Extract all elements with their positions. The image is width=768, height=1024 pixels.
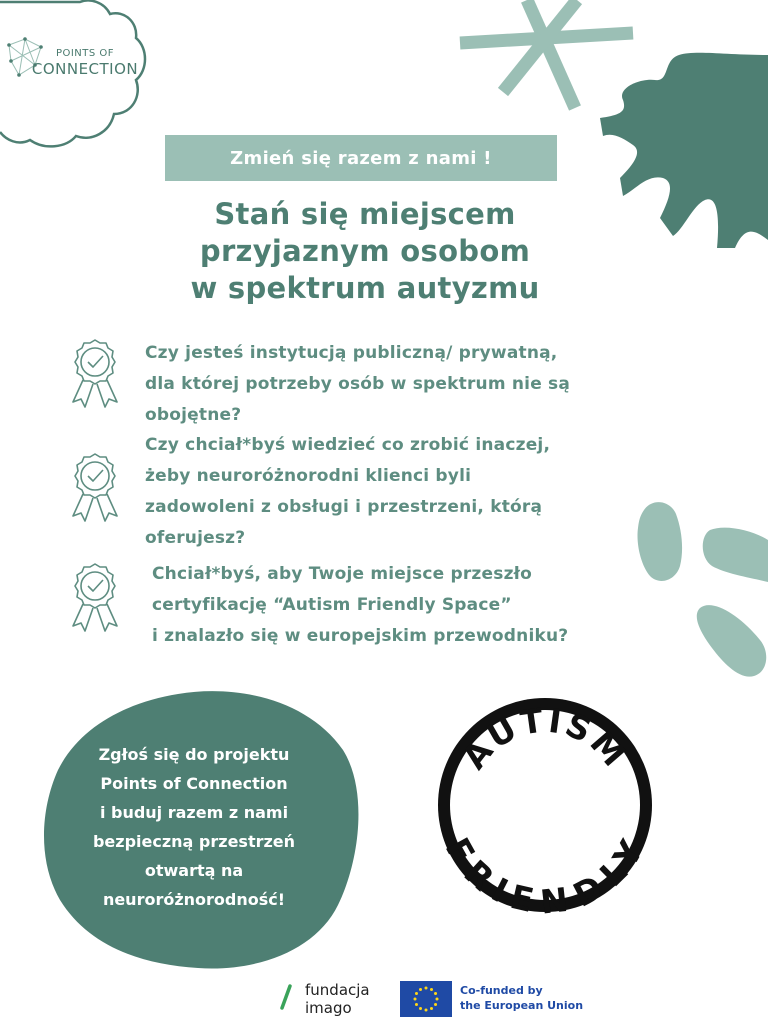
- cta-line: i buduj razem z nami: [99, 803, 289, 822]
- autism-friendly-badge: [432, 692, 658, 918]
- points-of-connection-logo: [0, 0, 150, 150]
- question-line: obojętne?: [145, 405, 242, 425]
- logo-line-2: CONNECTION: [31, 60, 139, 78]
- eu-star: [414, 998, 417, 1001]
- eu-star: [434, 992, 437, 995]
- badge-top-text: AUTISM: [454, 700, 636, 777]
- tagline-text: Zmień się razem z nami !: [230, 147, 492, 169]
- eu-star: [436, 998, 439, 1001]
- imago-slash-logo-icon: [278, 984, 294, 1010]
- logo-line-1: POINTS OF: [55, 48, 115, 59]
- eu-star: [425, 987, 428, 990]
- cta-line: otwartą na: [144, 861, 244, 880]
- eu-star: [430, 988, 433, 991]
- eu-star: [419, 988, 422, 991]
- question-line: i znalazło się w europejskim przewodniku?: [152, 626, 569, 646]
- cta-line: bezpieczną przestrzeń: [92, 832, 296, 851]
- award-ribbon-icon: [67, 338, 123, 410]
- eu-star: [415, 1003, 418, 1006]
- eu-cofunded-text: [460, 983, 583, 1013]
- tagline-banner: [165, 135, 557, 181]
- badge-bottom-text: FRIENDLY: [437, 831, 653, 918]
- imago-line-2: imago: [305, 999, 352, 1017]
- call-to-action: [60, 740, 328, 914]
- award-ribbon-icon: [67, 452, 123, 524]
- question-line: dla której potrzeby osób w spektrum nie są: [145, 374, 571, 394]
- headline-line: Stań się miejscem: [214, 197, 516, 231]
- cta-line: Zgłoś się do projektu: [98, 745, 290, 764]
- headline-line: w spektrum autyzmu: [190, 271, 540, 305]
- headline: [120, 196, 610, 307]
- question-line: zadowoleni z obsługi i przestrzeni, którą: [145, 497, 543, 517]
- headline-line: przyjaznym osobom: [199, 234, 531, 268]
- question-line: Czy chciał*byś wiedzieć co zrobić inaczej,: [145, 435, 551, 455]
- award-ribbon-icon: [67, 562, 123, 634]
- eu-star: [419, 1007, 422, 1010]
- fundacja-imago-logo: [305, 981, 370, 1017]
- question-line: oferujesz?: [145, 528, 246, 548]
- question-line: żeby neuroróżnorodni klienci byli: [145, 466, 472, 486]
- question-2: [145, 430, 645, 554]
- question-line: Chciał*byś, aby Twoje miejsce przeszło: [152, 564, 533, 584]
- imago-line-1: fundacja: [305, 981, 370, 999]
- eu-line-1: Co-funded by: [460, 984, 543, 997]
- eu-flag-icon: [400, 981, 452, 1017]
- question-1: [145, 338, 645, 431]
- eu-line-2: the European Union: [460, 999, 584, 1012]
- question-3: [152, 559, 652, 652]
- eu-star: [415, 992, 418, 995]
- cta-line: Points of Connection: [100, 774, 288, 793]
- eu-star: [430, 1007, 433, 1010]
- question-line: Czy jesteś instytucją publiczną/ prywatną,: [145, 343, 558, 363]
- eu-star: [425, 1009, 428, 1012]
- cta-line: neuroróżnorodność!: [102, 890, 286, 909]
- eu-star: [434, 1003, 437, 1006]
- question-line: certyfikację “Autism Friendly Space”: [152, 595, 512, 615]
